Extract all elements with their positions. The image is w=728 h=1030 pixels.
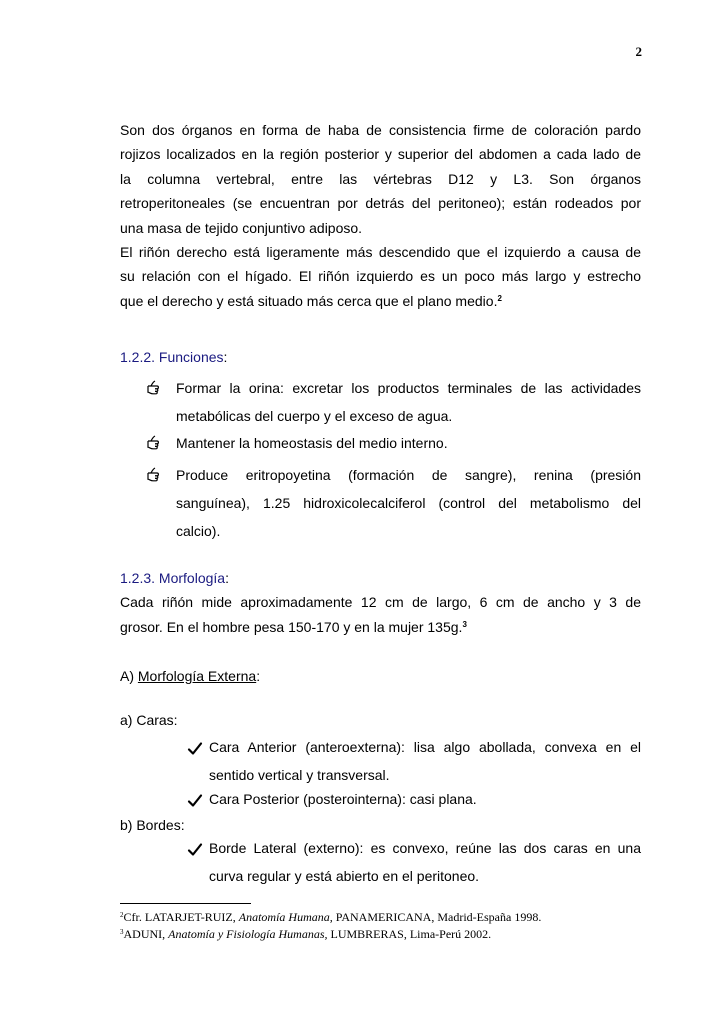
footnote-book-title: Anatomía Humana, [238, 910, 333, 924]
list-item-cara [209, 785, 641, 813]
list-item-line: calcio). [176, 523, 221, 539]
footnote-number: 2 [120, 911, 124, 919]
list-item-line: metabólicas del cuerpo y el exceso de agua. [176, 408, 453, 424]
section-heading-funciones [120, 345, 641, 369]
section-heading-text: 1.2.3. Morfología [120, 570, 226, 586]
text-line [120, 289, 641, 313]
footnote-text: Cfr. LATARJET-RUIZ, [123, 910, 239, 924]
checkmark-icon [187, 790, 203, 806]
text-line-content: que el derecho y está situado más cerca que el plano medio. [120, 292, 498, 309]
footnote-reference: 3 [462, 619, 467, 629]
subsection-morfologia-externa [120, 664, 641, 688]
pointing-hand-icon [146, 378, 166, 398]
text-line: Cada riñón mide aproximadamente 12 cm de largo, 6 cm de ancho y 3 de [120, 594, 641, 611]
subsection-prefix: A) [120, 668, 138, 684]
list-item-line: sanguínea), 1.25 hidroxicolecalciferol (control del metabolismo del [176, 495, 641, 511]
footnote-number: 3 [120, 928, 124, 936]
list-item-line: Produce eritropoyetina (formación de sangre), renina (presión [176, 467, 641, 483]
label-bordes: b) Bordes: [120, 817, 185, 833]
footnote [120, 910, 541, 925]
footnote-reference: 2 [497, 293, 502, 303]
footnote-text: LUMBRERAS, Lima-Perú 2002. [327, 927, 492, 941]
checkmark-icon [187, 839, 203, 855]
list-item-funcion [176, 374, 641, 430]
footnote [120, 927, 491, 942]
list-item-line: Formar la orina: excretar los productos terminales de las actividades [176, 380, 641, 396]
subsection-title: Morfología Externa [137, 668, 257, 684]
text-line-content: grosor. En el hombre pesa 150-170 y en la mujer 135g. [120, 618, 463, 635]
list-item-line: Cara Posterior (posterointerna): casi plana. [209, 791, 477, 807]
footnote-separator [120, 903, 251, 904]
list-item-borde [209, 834, 641, 890]
paragraph-intro [120, 118, 641, 240]
label-caras: a) Caras: [120, 712, 178, 728]
footnote-text: PANAMERICANA, Madrid-España 1998. [332, 910, 542, 924]
list-item-funcion [176, 461, 641, 545]
pointing-hand-icon [146, 433, 166, 453]
text-line: su relación con el hígado. El riñón izquierdo es un poco más largo y estrecho [120, 268, 641, 285]
page-number: 2 [635, 44, 642, 59]
text-line: la columna vertebral, entre las vértebras D12 y L3. Son órganos [120, 170, 641, 187]
checkmark-icon [187, 738, 203, 754]
text-line: rojizos localizados en la región posterior y superior del abdomen a cada lado de [120, 146, 641, 163]
text-line [120, 615, 641, 639]
footnote-text: ADUNI, [123, 927, 169, 941]
list-item-line: curva regular y está abierto en el peritoneo. [209, 868, 480, 884]
heading-colon: : [225, 570, 229, 586]
heading-colon: : [223, 349, 228, 365]
paragraph-kidney-position [120, 240, 641, 313]
text-line: El riñón derecho está ligeramente más descendido que el izquierdo a causa de [120, 244, 641, 260]
section-heading-text: 1.2.2. Funciones [120, 349, 224, 365]
list-item-line: Borde Lateral (externo): es convexo, reúne las dos caras en una [209, 840, 641, 856]
list-item-line: Mantener la homeostasis del medio interno. [176, 435, 448, 451]
footnote-book-title: Anatomía y Fisiología Humanas, [168, 927, 328, 941]
pointing-hand-icon [146, 465, 166, 485]
subsection-suffix: : [256, 668, 261, 684]
text-line: una masa de tejido conjuntivo adiposo. [120, 219, 363, 236]
list-item-funcion [176, 429, 641, 457]
section-heading-morfologia [120, 566, 641, 590]
text-line: retroperitoneales (se encuentran por detrás del peritoneo); están rodeados por [120, 195, 641, 212]
list-item-line: sentido vertical y transversal. [209, 767, 390, 783]
section-morfologia [120, 566, 641, 639]
list-item-cara [209, 733, 641, 789]
text-line: Son dos órganos en forma de haba de consistencia firme de coloración pardo [120, 122, 641, 138]
list-item-line: Cara Anterior (anteroexterna): lisa algo abollada, convexa en el [209, 739, 641, 755]
